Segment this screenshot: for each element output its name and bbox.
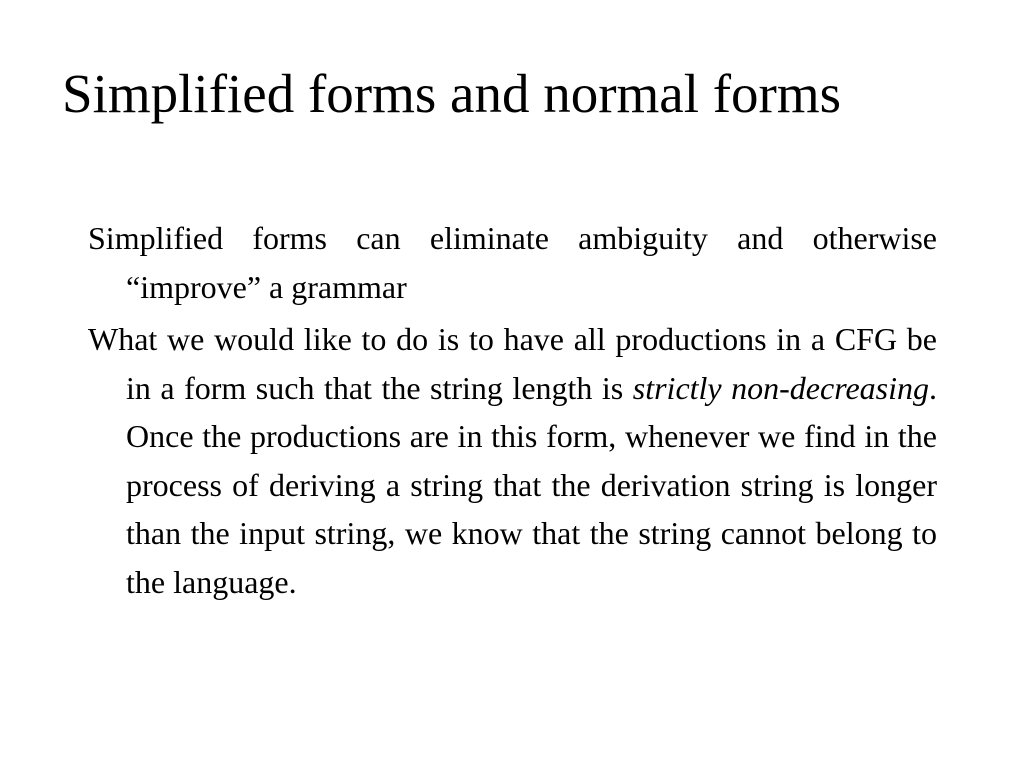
bullet-productions-text-after: . Once the productions are in this form, whenever we find in the process of deriving a string that the derivation string is longer than the input string, we know that the string cannot belong to the language. [126, 369, 937, 600]
emphasis-strictly-non-decreasing: strictly non-decreasing [632, 369, 929, 406]
slide-title: Simplified forms and normal forms [62, 63, 842, 124]
bullet-productions [88, 315, 937, 606]
bullet-productions-text-before: What we would like to do is to have all productions in a CFG be in a form such that the string length is [88, 321, 937, 406]
bullet-simplified-forms: Simplified forms can eliminate ambiguity and otherwise “improve” a grammar [88, 220, 937, 305]
slide-body [88, 214, 937, 610]
